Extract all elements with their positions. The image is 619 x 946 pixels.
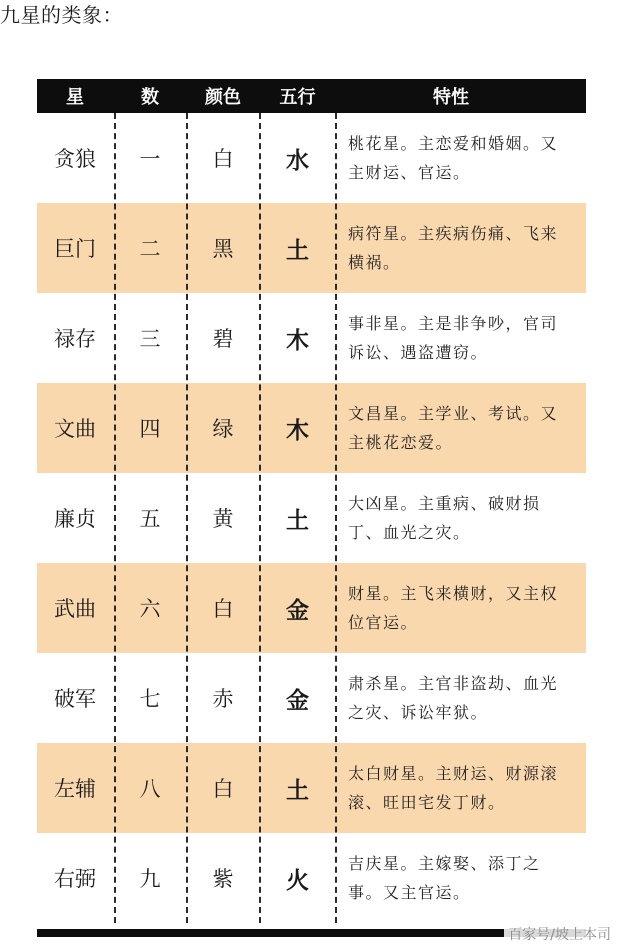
star-color: 白 [212,597,234,621]
header-number: 数 [141,87,159,108]
star-name: 禄存 [54,327,96,351]
star-name: 文曲 [54,417,96,441]
header-traits: 特性 [433,87,469,108]
star-color: 黄 [212,507,234,531]
star-color: 紫 [212,867,234,891]
table-row [37,563,586,653]
star-element: 水 [286,146,309,174]
star-element: 木 [286,416,309,444]
header-element: 五行 [279,87,316,108]
table-row [37,293,586,383]
table-body [37,113,586,923]
star-element: 土 [286,236,309,264]
star-element: 土 [286,506,309,534]
star-name: 破军 [54,687,96,711]
table-row [37,833,586,923]
column-divider [335,113,337,923]
column-divider [186,113,188,923]
page-title: 九星的类象： [0,3,123,27]
star-traits: 事非星。主是非争吵，官司诉讼、遇盗遭窃。 [348,314,559,362]
star-traits: 肃杀星。主官非盗劫、血光之灾、诉讼牢狱。 [348,674,559,722]
star-name: 廉贞 [54,507,96,531]
star-name: 武曲 [54,597,96,621]
table-row [37,473,586,563]
star-color: 黑 [212,237,234,261]
star-number: 三 [139,327,161,351]
star-traits: 太白财星。主财运、财源滚滚、旺田宅发丁财。 [348,764,559,812]
star-number: 八 [139,777,161,801]
star-element: 金 [286,596,309,624]
star-name: 右弼 [54,867,96,891]
star-color: 赤 [212,687,234,711]
table-header-row [37,79,586,113]
header-star: 星 [66,87,84,108]
star-number: 六 [139,597,161,621]
nine-stars-table [37,79,586,937]
table-row [37,203,586,293]
star-traits: 桃花星。主恋爱和婚姻。又主财运、官运。 [348,134,559,182]
column-divider [114,113,116,923]
star-color: 白 [212,777,234,801]
table-row [37,383,586,473]
star-element: 土 [286,776,309,804]
star-number: 七 [139,687,161,711]
star-name: 巨门 [54,237,96,261]
star-number: 五 [139,507,161,531]
star-traits: 吉庆星。主嫁娶、添丁之事。又主官运。 [348,854,541,902]
star-traits: 财星。主飞来横财，又主权位官运。 [348,584,559,632]
star-element: 金 [286,686,309,714]
star-element: 火 [286,866,309,894]
table-row [37,653,586,743]
star-element: 木 [286,326,309,354]
star-number: 九 [139,867,161,891]
star-name: 贪狼 [54,147,96,171]
star-color: 白 [212,147,234,171]
table-row [37,743,586,833]
star-color: 绿 [212,417,234,441]
star-name: 左辅 [54,777,96,801]
star-color: 碧 [212,327,234,351]
watermark: 百家号/坡上本司 [504,924,615,944]
column-divider [259,113,261,923]
star-number: 四 [139,417,161,441]
table-row [37,113,586,203]
header-color: 颜色 [205,87,241,108]
star-number: 二 [139,237,161,261]
star-number: 一 [139,147,161,171]
star-traits: 大凶星。主重病、破财损丁、血光之灾。 [348,494,541,542]
star-traits: 文昌星。主学业、考试。又主桃花恋爱。 [348,404,559,452]
star-traits: 病符星。主疾病伤痛、飞来横祸。 [348,224,559,272]
